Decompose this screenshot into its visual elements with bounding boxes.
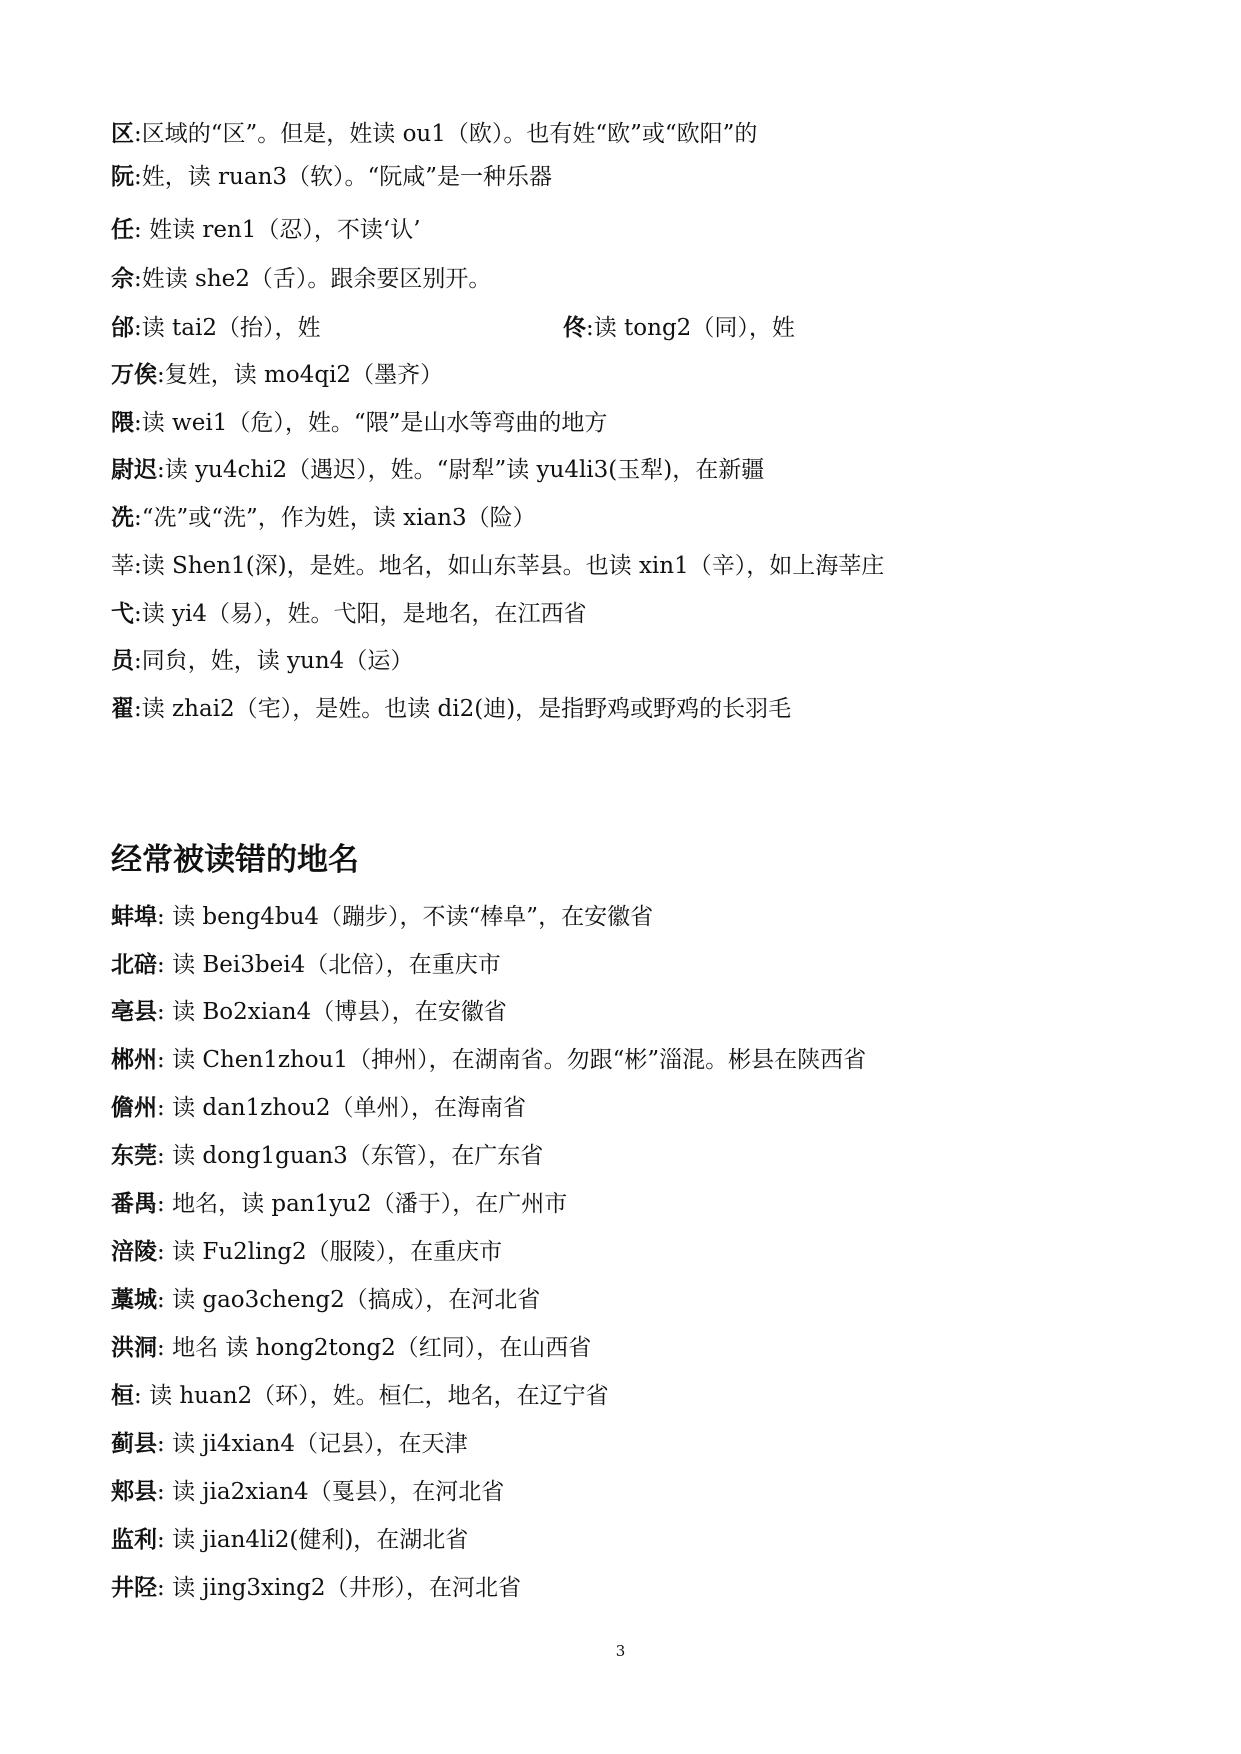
entry-definition: 同贠，姓，读 yun4（运） <box>141 648 414 674</box>
entry-separator: : <box>586 315 594 341</box>
entry-term: 番禺 <box>111 1191 157 1217</box>
place-entry <box>111 1525 468 1555</box>
surname-entry <box>111 162 552 192</box>
surname-entry-second <box>563 313 795 343</box>
entry-separator: : <box>134 505 142 531</box>
surname-entry <box>111 215 421 245</box>
entry-term: 蓟县 <box>111 1431 157 1457</box>
entry-definition: 读 jian4li2(健利)，在湖北省 <box>172 1527 469 1553</box>
entry-separator: : <box>134 217 150 243</box>
entry-term: 藁城 <box>111 1287 157 1313</box>
entry-separator: : <box>157 1143 173 1169</box>
surname-entry <box>111 599 587 629</box>
entry-term: 郏县 <box>111 1479 157 1505</box>
entry-term: 翟 <box>111 696 134 722</box>
entry-definition: 读 zhai2（宅），是姓。也读 di2(迪)，是指野鸡或野鸡的长羽毛 <box>141 696 792 722</box>
entry-term: 莘 <box>111 553 134 579</box>
entry-separator: : <box>157 1239 173 1265</box>
entry-separator: : <box>134 648 142 674</box>
surname-entry-pair <box>111 313 321 343</box>
entry-separator: : <box>157 1287 173 1313</box>
place-entry <box>111 1573 521 1603</box>
entry-definition: 读 wei1（危），姓。“隈”是山水等弯曲的地方 <box>141 410 608 436</box>
entry-term: 洪洞 <box>111 1335 157 1361</box>
place-entry <box>111 1045 866 1075</box>
place-entry <box>111 1285 540 1315</box>
entry-definition: 读 tong2（同），姓 <box>593 315 795 341</box>
entry-term: 隈 <box>111 410 134 436</box>
entry-term: 涪陵 <box>111 1239 157 1265</box>
entry-definition: 读 Fu2ling2（服陵），在重庆市 <box>172 1239 503 1265</box>
page-number: 3 <box>615 1642 626 1660</box>
entry-term: 郴州 <box>111 1047 157 1073</box>
entry-definition: 读 jing3xing2（井形），在河北省 <box>172 1575 522 1601</box>
entry-separator: : <box>157 904 173 930</box>
place-entry <box>111 1429 467 1459</box>
entry-separator: : <box>134 410 142 436</box>
entry-definition: 读 tai2（抬），姓 <box>141 315 321 341</box>
place-entry <box>111 1477 504 1507</box>
entry-term: 佟 <box>563 315 586 341</box>
entry-separator: : <box>157 1527 173 1553</box>
entry-definition: “冼”或“洗”，作为姓，读 xian3（险） <box>141 505 536 531</box>
entry-term: 儋州 <box>111 1095 157 1121</box>
entry-separator: : <box>157 1335 173 1361</box>
surname-entry <box>111 694 791 724</box>
entry-separator: : <box>157 999 173 1025</box>
entry-definition: 姓，读 ruan3（软）。“阮咸”是一种乐器 <box>141 164 553 190</box>
entry-separator: : <box>157 1575 173 1601</box>
entry-term: 蚌埠 <box>111 904 157 930</box>
place-entry <box>111 997 507 1027</box>
entry-term: 佘 <box>111 266 134 292</box>
entry-definition: 读 Shen1(深)，是姓。地名，如山东莘县。也读 xin1（辛），如上海莘庄 <box>141 553 885 579</box>
entry-definition: 读 yu4chi2（遇迟），姓。“尉犁”读 yu4li3(玉犁)，在新疆 <box>164 457 765 483</box>
place-entry <box>111 1381 609 1411</box>
entry-definition: 读 Chen1zhou1（抻州），在湖南省。勿跟“彬”淄混。彬县在陕西省 <box>172 1047 867 1073</box>
entry-term: 桓 <box>111 1383 134 1409</box>
entry-definition: 姓读 ren1（忍），不读‘认’ <box>149 217 421 243</box>
entry-term: 东莞 <box>111 1143 157 1169</box>
place-entry <box>111 1093 526 1123</box>
entry-definition: 读 beng4bu4（蹦步），不读“棒阜”，在安徽省 <box>172 904 654 930</box>
entry-term: 亳县 <box>111 999 157 1025</box>
entry-separator: : <box>134 696 142 722</box>
place-entry <box>111 1189 567 1219</box>
surname-entry <box>111 503 536 533</box>
entry-definition: 读 dan1zhou2（单州），在海南省 <box>172 1095 526 1121</box>
surname-entry <box>111 455 764 485</box>
place-entry <box>111 950 501 980</box>
entry-definition: 读 ji4xian4（记县），在天津 <box>172 1431 468 1457</box>
surname-entry <box>111 360 443 390</box>
entry-definition: 读 dong1guan3（东管），在广东省 <box>172 1143 544 1169</box>
entry-definition: 读 yi4（易），姓。弋阳，是地名，在江西省 <box>141 601 587 627</box>
entry-definition: 读 jia2xian4（戛县），在河北省 <box>172 1479 505 1505</box>
entry-separator: : <box>157 1479 173 1505</box>
entry-term: 任 <box>111 217 134 243</box>
entry-definition: 读 Bei3bei4（北倍），在重庆市 <box>172 952 501 978</box>
entry-definition: 地名，读 pan1yu2（潘于），在广州市 <box>172 1191 568 1217</box>
entry-separator: : <box>157 1431 173 1457</box>
entry-definition: 区域的“区”。但是，姓读 ou1（欧）。也有姓“欧”或“欧阳”的 <box>141 121 758 147</box>
entry-separator: : <box>157 952 173 978</box>
surname-entry <box>111 264 491 294</box>
entry-separator: : <box>157 1047 173 1073</box>
surname-entry <box>111 408 607 438</box>
entry-separator: : <box>157 362 165 388</box>
entry-term: 尉迟 <box>111 457 157 483</box>
entry-definition: 地名 读 hong2tong2（红同），在山西省 <box>172 1335 592 1361</box>
entry-definition: 读 gao3cheng2（搞成），在河北省 <box>172 1287 541 1313</box>
entry-term: 邰 <box>111 315 134 341</box>
place-entry <box>111 902 653 932</box>
place-entry <box>111 1333 591 1363</box>
place-entry <box>111 1237 502 1267</box>
entry-term: 冼 <box>111 505 134 531</box>
place-entry <box>111 1141 543 1171</box>
entry-term: 井陉 <box>111 1575 157 1601</box>
entry-separator: : <box>134 315 142 341</box>
entry-term: 阮 <box>111 164 134 190</box>
section-heading: 经常被读错的地名 <box>111 842 359 878</box>
entry-term: 弋 <box>111 601 134 627</box>
entry-term: 员 <box>111 648 134 674</box>
surname-entry <box>111 646 413 676</box>
entry-term: 区 <box>111 121 134 147</box>
entry-separator: : <box>134 601 142 627</box>
entry-separator: : <box>157 457 165 483</box>
entry-separator: : <box>157 1095 173 1121</box>
surname-entry <box>111 119 757 149</box>
entry-term: 万俟 <box>111 362 157 388</box>
entry-separator: : <box>134 121 142 147</box>
entry-definition: 复姓，读 mo4qi2（墨齐） <box>164 362 444 388</box>
entry-term: 北碚 <box>111 952 157 978</box>
entry-definition: 读 huan2（环），姓。桓仁，地名，在辽宁省 <box>149 1383 609 1409</box>
surname-entry <box>111 551 884 581</box>
entry-term: 监利 <box>111 1527 157 1553</box>
entry-separator: : <box>134 1383 150 1409</box>
entry-definition: 读 Bo2xian4（博县），在安徽省 <box>172 999 507 1025</box>
entry-definition: 姓读 she2（舌）。跟余要区别开。 <box>141 266 492 292</box>
entry-separator: : <box>134 553 142 579</box>
entry-separator: : <box>157 1191 173 1217</box>
entry-separator: : <box>134 164 142 190</box>
entry-separator: : <box>134 266 142 292</box>
